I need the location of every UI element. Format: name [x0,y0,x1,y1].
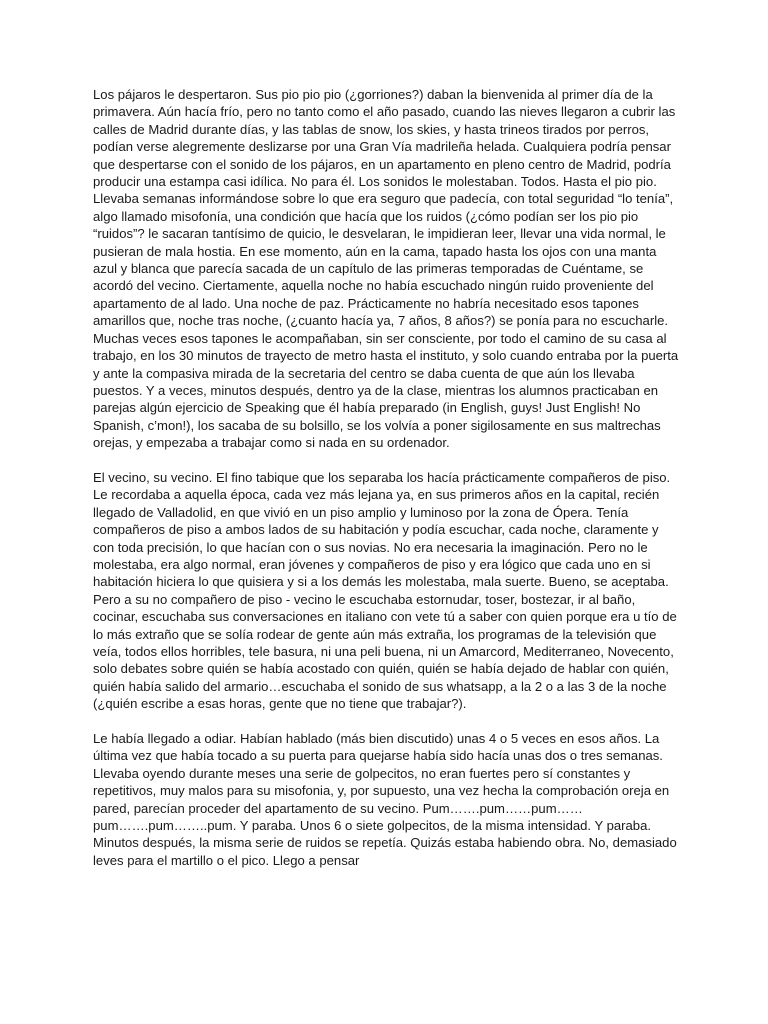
document-page [93,86,683,887]
paragraph-3: Le había llegado a odiar. Habían hablado (más bien discutido) unas 4 o 5 veces en esos años. La última vez que había tocado a su puerta para quejarse había sido hacía unas dos o tres semanas. Llevaba oyendo durante meses una serie de golpecitos, no eran fuertes pero sí constantes y repetitivos, muy malos para su misofonia, y, por supuesto, una vez hecha la comprobación oreja en pared, parecían proceder del apartamento de su vecino. Pum…….pum……pum……pum…….pum……..pum. Y paraba. Unos 6 o siete golpecitos, de la misma intensidad. Y paraba. Minutos después, la misma serie de ruidos se repetía. Quizás estaba habiendo obra. No, demasiado leves para el martillo o el pico. Llego a pensar [93,731,677,868]
paragraph-2: El vecino, su vecino. El fino tabique que los separaba los hacía prácticamente compañeros de piso. Le recordaba a aquella época, cada vez más lejana ya, en sus primeros años en la capital, recién llegado de Valladolid, en que vivió en un piso amplio y luminoso por la zona de Ópera. Tenía compañeros de piso a ambos lados de su habitación y podía escuchar, cada noche, claramente y con toda precisión, lo que hacían con o sus novias. No era necesaria la imaginación. Pero no le molestaba, era algo normal, eran jóvenes y compañeros de piso y era lógico que cada uno en si habitación hiciera lo que quisiera y si a los demás les molestaba, mala suerte. Bueno, se aceptaba. Pero a su no compañero de piso - vecino le escuchaba estornudar, toser, bostezar, ir al baño, cocinar, escuchaba sus conversaciones en italiano con vete tú a saber con quien porque era u tío de lo más extraño que se solía rodear de gente aún más extraña, los programas de la televisión que veía, todos ellos horribles, tele basura, ni una peli buena, ni un Amarcord, Mediterraneo, Novecento, solo debates sobre quién se había acostado con quién, quién se había dejado de hablar con quién, quién había salido del armario…escuchaba el sonido de sus whatsapp, a la 2 o a las 3 de la noche (¿quién escribe a esas horas, gente que no tiene que trabajar?). [93,469,677,712]
paragraph-1: Los pájaros le despertaron. Sus pio pio pio (¿gorriones?) daban la bienvenida al primer día de la primavera. Aún hacía frío, pero no tanto como el año pasado, cuando las nieves llegaron a cubrir las calles de Madrid durante días, y las tablas de snow, los skies, y hasta trineos tirados por perros, podían verse alegremente deslizarse por una Gran Vía madrileña helada. Cualquiera podría pensar que despertarse con el sonido de los pájaros, en un apartamento en pleno centro de Madrid, podría producir una estampa casi idílica. No para él. Los sonidos le molestaban. Todos. Hasta el pio pio. Llevaba semanas informándose sobre lo que era seguro que padecía, con total seguridad “lo tenía”, algo llamado misofonía, una condición que hacía que los ruidos (¿cómo podían ser los pio pio “ruidos”? le sacaran tantísimo de quicio, le desvelaran, le impidieran leer, llevar una vida normal, le pusieran de mala hostia. En ese momento, aún en la cama, tapado hasta los ojos con una manta azul y blanca que parecía sacada de un capítulo de las primeras temporadas de Cuéntame, se acordó del vecino. Ciertamente, aquella noche no había escuchado ningún ruido proveniente del apartamento de al lado. Una noche de paz. Prácticamente no habría necesitado esos tapones amarillos que, noche tras noche, (¿cuanto hacía ya, 7 años, 8 años?) se ponía para no escucharle. Muchas veces esos tapones le acompañaban, sin ser consciente, por todo el camino de su casa al trabajo, en los 30 minutos de trayecto de metro hasta el instituto, y solo cuando entraba por la puerta y ante la compasiva mirada de la secretaria del centro se daba cuenta de que aún los llevaba puestos. Y a veces, minutos después, dentro ya de la clase, mientras los alumnos practicaban en parejas algún ejercicio de Speaking que él había preparado (in English, guys! Just English! No Spanish, c’mon!), los sacaba de su bolsillo, se los volvía a poner sigilosamente en sus maltrechas orejas, y empezaba a trabajar como si nada en su ordenador. [93,87,679,451]
